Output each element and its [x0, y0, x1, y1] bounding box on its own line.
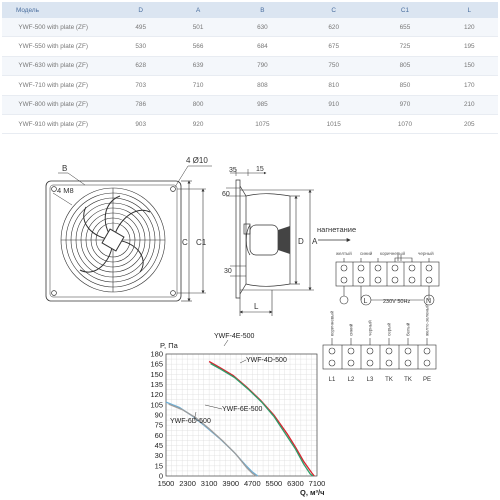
terminal-block-1: [336, 262, 439, 286]
cell-d: 903: [112, 114, 169, 133]
cell-l: 210: [441, 95, 498, 114]
label-d: D: [298, 237, 304, 246]
x-tick-label: 3900: [222, 479, 240, 488]
cell-d: 786: [112, 95, 169, 114]
cell-c1: 805: [369, 56, 440, 75]
dim-60: 60: [222, 191, 230, 198]
wire-label-vertical: серый: [386, 322, 392, 336]
y-tick-label: 0: [158, 471, 163, 481]
cell-c1: 970: [369, 95, 440, 114]
direction-label: нагнетание: [317, 225, 357, 234]
x-tick-label: 3100: [200, 479, 218, 488]
wire-color-3: коричневый: [380, 251, 406, 256]
supply-label: 230V 50Hz: [383, 299, 411, 305]
performance-chart: [150, 333, 325, 497]
series-line-ywf-4e-500: [209, 362, 314, 477]
series-label-leader: [205, 405, 222, 409]
y-axis-label: P, Па: [160, 341, 178, 350]
cell-b: 684: [227, 37, 298, 56]
col-header-c: C: [298, 2, 369, 18]
series-line-ywf-4d-500: [211, 364, 314, 477]
cell-d: 495: [112, 18, 169, 37]
cell-c1: 655: [369, 18, 440, 37]
cell-b: 808: [227, 76, 298, 95]
x-tick-label: 1500: [157, 479, 175, 488]
series-label: YWF-6D-500: [170, 418, 211, 425]
cell-l: 120: [441, 18, 498, 37]
label-c: C: [182, 238, 188, 247]
terminal-l-label: L: [363, 298, 368, 305]
wire-color-4: черный: [418, 251, 434, 256]
wire-label-vertical: синий: [348, 323, 354, 336]
y-tick-label: 60: [154, 430, 163, 440]
side-motor: [250, 225, 278, 255]
terminal-n-label: N: [426, 298, 432, 305]
x-tick-label: 2300: [179, 479, 196, 488]
cell-c1: 1070: [369, 114, 440, 133]
leader-lines: [53, 166, 212, 205]
wire-label-vertical: белый: [405, 322, 411, 336]
col-header-model: Модель: [2, 2, 112, 18]
cell-c: 910: [298, 95, 369, 114]
cell-c: 750: [298, 56, 369, 75]
terminal-label: L3: [366, 377, 374, 383]
y-tick-label: 105: [150, 400, 163, 410]
wiring-diagram: [317, 225, 439, 383]
y-tick-label: 45: [154, 441, 163, 450]
y-tick-label: 75: [154, 420, 163, 430]
cell-c1: 850: [369, 76, 440, 95]
col-header-d: D: [112, 2, 169, 18]
cell-c: 810: [298, 76, 369, 95]
terminal-label: TK: [404, 377, 412, 383]
dim-35: 35: [229, 167, 237, 174]
cell-a: 920: [169, 114, 226, 133]
y-tick-label: 120: [150, 390, 163, 400]
label-bolts: 4 M8: [57, 186, 74, 195]
x-tick-label: 5500: [265, 479, 283, 488]
cell-l: 170: [441, 76, 498, 95]
label-c1: C1: [196, 238, 207, 247]
wire-label-vertical: желто-зеленый: [424, 304, 430, 336]
dim-15: 15: [256, 166, 264, 173]
cell-model: YWF-500 with plate (ZF): [2, 18, 112, 37]
terminal-label: TK: [385, 377, 393, 383]
y-tick-label: 150: [150, 369, 163, 379]
terminal-label: PE: [422, 377, 432, 383]
series-label: YWF-4D-500: [246, 357, 287, 364]
cell-c: 675: [298, 37, 369, 56]
x-tick-label: 4700: [243, 479, 261, 488]
x-tick-label: 7100: [308, 479, 326, 488]
cell-a: 639: [169, 56, 226, 75]
cell-a: 501: [169, 18, 226, 37]
cell-model: YWF-550 with plate (ZF): [2, 37, 112, 56]
terminal-label: L1: [328, 377, 336, 383]
y-tick-label: 90: [154, 410, 163, 420]
col-header-b: B: [227, 2, 298, 18]
cell-a: 566: [169, 37, 226, 56]
cell-d: 628: [112, 56, 169, 75]
y-tick-label: 135: [150, 380, 163, 389]
y-tick-label: 165: [150, 359, 163, 369]
cell-l: 150: [441, 56, 498, 75]
cell-a: 710: [169, 76, 226, 95]
wire-label-vertical: черный: [367, 320, 373, 336]
col-header-l: L: [441, 2, 498, 18]
cell-c: 1015: [298, 114, 369, 133]
dim-30: 30: [224, 268, 232, 275]
cell-c1: 725: [369, 37, 440, 56]
label-a: A: [312, 237, 318, 246]
cell-model: YWF-800 with plate (ZF): [2, 95, 112, 114]
cell-b: 790: [227, 56, 298, 75]
col-header-a: A: [169, 2, 226, 18]
terminal-labels: [329, 377, 431, 383]
cell-b: 1075: [227, 114, 298, 133]
side-plate: [236, 180, 240, 298]
terminal-block-2: [323, 345, 436, 369]
cell-model: YWF-630 with plate (ZF): [2, 56, 112, 75]
terminal-label: L2: [347, 377, 355, 383]
wire-color-labels-vertical: [329, 304, 430, 336]
wire-color-2: синий: [360, 251, 373, 256]
label-holes: 4 Ø10: [186, 156, 208, 165]
cell-model: YWF-710 with plate (ZF): [2, 76, 112, 95]
cell-b: 985: [227, 95, 298, 114]
cell-d: 703: [112, 76, 169, 95]
series-label: YWF-4E-500: [214, 333, 255, 340]
cell-l: 205: [441, 114, 498, 133]
cell-b: 630: [227, 18, 298, 37]
wire-label-vertical: коричневый: [329, 310, 335, 336]
series-label: YWF-6E-500: [222, 406, 263, 413]
label-b: B: [62, 164, 68, 173]
y-tick-label: 15: [154, 461, 163, 471]
cell-a: 800: [169, 95, 226, 114]
label-l: L: [254, 302, 259, 311]
x-axis-label: Q, м³/ч: [300, 488, 325, 497]
y-tick-label: 180: [150, 349, 163, 359]
x-tick-label: 6300: [287, 479, 304, 488]
col-header-c1: C1: [369, 2, 440, 18]
cell-c: 620: [298, 18, 369, 37]
cell-model: YWF-910 with plate (ZF): [2, 114, 112, 133]
series-label-leader: [224, 340, 228, 346]
y-tick-label: 30: [154, 451, 163, 461]
motor-hub: [102, 229, 124, 251]
cell-l: 195: [441, 37, 498, 56]
cell-d: 530: [112, 37, 169, 56]
wire-color-1: желтый: [336, 251, 352, 256]
